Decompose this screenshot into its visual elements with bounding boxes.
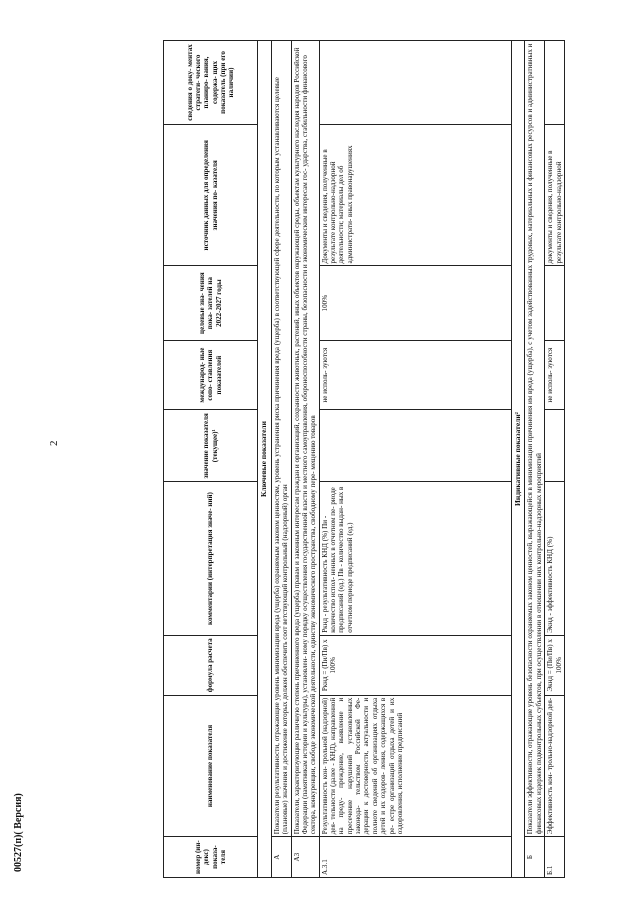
indicator-target: 100%: [319, 266, 511, 340]
page-number: 2: [48, 440, 60, 446]
table-row-b1: [545, 41, 565, 878]
table-row-a31: [319, 41, 511, 878]
indicator-international: не исполь- зуются: [319, 340, 511, 410]
row-code: А.3.1: [319, 837, 511, 878]
row-code: А: [271, 837, 291, 878]
header-index: номер (ин- декс) показа- теля: [164, 837, 258, 878]
row-code: Б: [525, 837, 545, 878]
indicator-name: Результативность кон- трольной (надзорной) дея- тельности (далее - КНД), направленной на преду- преждение, выявление и пресечение нарушений установленных законода- тельством Российской Фе- дерации к достоверности, актуальности и полноте сведений об организациях отдыха детей и их оздоров- ления, содержащихся в ре- естре организаций отдыха детей и их оздоровления, исполнение предписаний: [319, 695, 511, 836]
header-row: [164, 41, 258, 878]
table-row-b: [525, 41, 545, 878]
header-target: целевые зна- чения пока- зателей на 2022-2027 годы: [164, 266, 258, 340]
row-description: Показатели, характеризующие различную степень причиненного вреда (ущерба) правам и законным интересам граждан и организаций, сохранности животных, растений, иных объектов окружающей среды, объектам культурного наследия народов Российской Федерации (памятникам истории и культуры), установлен- ному порядку осуществления государственной власти и местного самоуправления, обороноспособности страны, безопасности и экономическим интересам гос- ударства, стабильности финансового сектора, конкуренции, свободе экономической деятельности, единству экономического пространства, свободному пере- мещению товаров: [291, 41, 319, 837]
header-strategic-docs: сведения о доку- ментах стратеги- ческого планиро- вания, содержа- щих показатель (при его наличии): [164, 41, 258, 125]
header-comment: комментарии (интерпретация значе- ний): [164, 482, 258, 635]
row-code: Б.1: [545, 837, 565, 878]
indicator-comment: Экнд - эффективность КНД (%): [545, 482, 565, 635]
table-row-a3: [291, 41, 319, 878]
indicator-formula: Экнд = (Пи/Пв) х 100%: [545, 635, 565, 695]
header-current-value: значение показателя (текущее)¹: [164, 410, 258, 482]
indicator-docs: [545, 41, 565, 125]
indicator-comment: Ркнд - результативность КНД (%) Пи - количество испол- ненных в отчетном пе- риоде предписаний (ед.) Пв - количество выдан- ных в отчетном периоде предписаний (ед.): [319, 482, 511, 635]
indicator-international: не исполь- зуются: [545, 340, 565, 410]
rotated-table-page: [163, 40, 573, 878]
indicator-name: Эффективность кон- трольно-надзорной дея-: [545, 695, 565, 836]
row-description: Показатели эффективности, отражающие уровень безопасности охраняемых законом ценностей, выражающейся в минимизации причинения им вреда (ущерба), с учетом задействованных трудовых, материальных и финансовых ресурсов и административных и финансовых издержек подконтрольных субъектов, при осуществлении в отношении них контрольно-надзорных мероприятий: [525, 41, 545, 837]
section-indicative-indicators: [511, 41, 525, 878]
indicator-source: документы и сведения, полученные в результате контрольно-надзорной: [545, 125, 565, 266]
document-footer-code: 00527(п)( Версия): [13, 793, 24, 872]
header-formula: формула расчета: [164, 635, 258, 695]
section-title-indicative: Индикативные показатели²: [511, 41, 525, 878]
indicator-formula: Ркнд = (Пи/Пв) х 100%: [319, 635, 511, 695]
header-source: источник данных для определения значения по- казателя: [164, 125, 258, 266]
row-code: А3: [291, 837, 319, 878]
row-description: Показатели результативности, отражающие уровень минимизации вреда (ущерба) охраняемым законом ценностям, уровень устранения риска причинения вреда (ущерба) в соответствующей сфере деятельности, по которым устанавливаются целевые (плановые) значения и достижение которых должен обеспечить соот ветствующий контрольный (надзорный) орган: [271, 41, 291, 837]
indicators-table: [163, 40, 565, 878]
header-international: междунаpод- ные сопо- ставления показателей: [164, 340, 258, 410]
table-row-a: [271, 41, 291, 878]
section-key-indicators: [258, 41, 272, 878]
indicator-target: [545, 266, 565, 340]
indicator-docs: [319, 41, 511, 125]
section-title-key: Ключевые показатели: [258, 41, 272, 878]
indicator-current-value: [319, 410, 511, 482]
header-name: наименование показателя: [164, 695, 258, 836]
indicator-current-value: [545, 410, 565, 482]
indicator-source: Документы и сведения, полученные в результате контрольно-надзорной деятельности; материалы дел об администрати- вных правонарушениях: [319, 125, 511, 266]
